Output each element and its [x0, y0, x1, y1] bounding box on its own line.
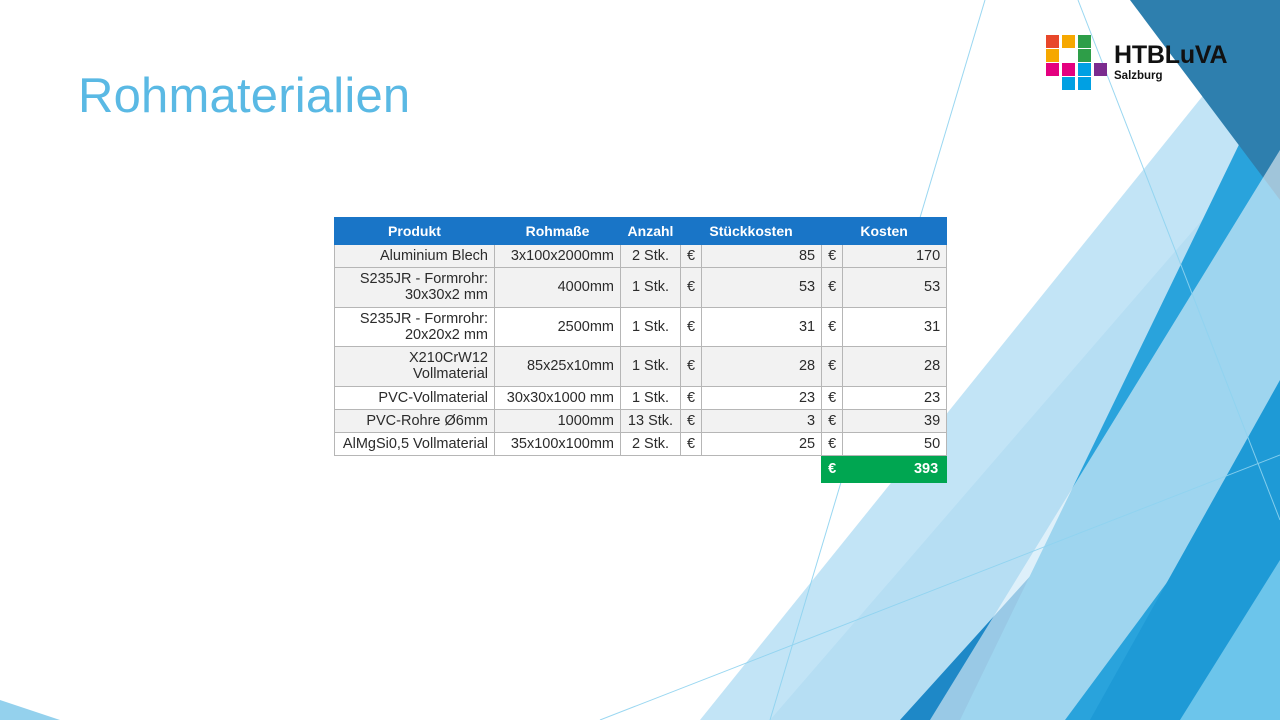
cell-stueckkosten-currency: €	[681, 347, 702, 386]
cell-anzahl: 1 Stk.	[621, 268, 681, 307]
cell-kosten-currency: €	[822, 409, 843, 432]
cell-stueckkosten: 3	[702, 409, 822, 432]
column-header-produkt: Produkt	[335, 218, 495, 245]
cell-produkt: PVC-Rohre Ø6mm	[335, 409, 495, 432]
page-title: Rohmaterialien	[78, 69, 411, 123]
cell-anzahl: 2 Stk.	[621, 245, 681, 268]
cell-stueckkosten: 31	[702, 307, 822, 346]
cell-rohmasse: 4000mm	[495, 268, 621, 307]
cell-produkt: X210CrW12 Vollmaterial	[335, 347, 495, 386]
table-row	[335, 347, 947, 386]
cell-stueckkosten-currency: €	[681, 307, 702, 346]
cell-rohmasse: 30x30x1000 mm	[495, 386, 621, 409]
column-header-stueckkosten: Stückkosten	[681, 218, 822, 245]
logo-square	[1046, 63, 1059, 76]
cell-kosten-currency: €	[822, 307, 843, 346]
table-row	[335, 307, 947, 346]
table-row	[335, 245, 947, 268]
cell-stueckkosten: 25	[702, 433, 822, 456]
logo-title: HTBLuVA	[1114, 41, 1228, 70]
cell-anzahl: 1 Stk.	[621, 307, 681, 346]
cell-rohmasse: 35x100x100mm	[495, 433, 621, 456]
logo-square	[1062, 35, 1075, 48]
table-container	[334, 217, 947, 483]
logo-square	[1046, 35, 1059, 48]
cell-kosten: 23	[843, 386, 947, 409]
cell-stueckkosten: 53	[702, 268, 822, 307]
logo-square	[1062, 63, 1075, 76]
total-row	[335, 456, 947, 483]
logo-squares-icon	[1046, 35, 1108, 91]
logo-square	[1078, 49, 1091, 62]
table-body	[335, 245, 947, 456]
cell-stueckkosten-currency: €	[681, 386, 702, 409]
logo-text	[1114, 43, 1227, 83]
cell-stueckkosten: 28	[702, 347, 822, 386]
cell-stueckkosten-currency: €	[681, 433, 702, 456]
logo-square	[1094, 63, 1107, 76]
cell-kosten: 31	[843, 307, 947, 346]
logo-subtitle: Salzburg	[1114, 70, 1163, 83]
logo-square	[1078, 77, 1091, 90]
cell-anzahl: 1 Stk.	[621, 386, 681, 409]
cell-anzahl: 13 Stk.	[621, 409, 681, 432]
column-header-rohmasse: Rohmaße	[495, 218, 621, 245]
cell-kosten-currency: €	[822, 347, 843, 386]
cell-produkt: S235JR - Formrohr: 30x30x2 mm	[335, 268, 495, 307]
table-row	[335, 409, 947, 432]
cell-stueckkosten: 23	[702, 386, 822, 409]
total-value: 393	[843, 456, 947, 483]
htbluva-logo	[1046, 28, 1246, 98]
table-header-row	[335, 218, 947, 245]
cell-stueckkosten: 85	[702, 245, 822, 268]
cell-kosten: 39	[843, 409, 947, 432]
cell-rohmasse: 85x25x10mm	[495, 347, 621, 386]
logo-square	[1078, 63, 1091, 76]
cell-kosten: 28	[843, 347, 947, 386]
rohmaterialien-table	[334, 217, 947, 483]
cell-kosten: 170	[843, 245, 947, 268]
cell-produkt: PVC-Vollmaterial	[335, 386, 495, 409]
logo-square	[1078, 35, 1091, 48]
logo-square	[1046, 49, 1059, 62]
table-row	[335, 268, 947, 307]
cell-kosten: 53	[843, 268, 947, 307]
cell-stueckkosten-currency: €	[681, 409, 702, 432]
total-currency: €	[822, 456, 843, 483]
column-header-anzahl: Anzahl	[621, 218, 681, 245]
cell-anzahl: 2 Stk.	[621, 433, 681, 456]
logo-square	[1062, 77, 1075, 90]
cell-produkt: S235JR - Formrohr: 20x20x2 mm	[335, 307, 495, 346]
cell-stueckkosten-currency: €	[681, 268, 702, 307]
cell-kosten: 50	[843, 433, 947, 456]
cell-stueckkosten-currency: €	[681, 245, 702, 268]
total-spacer	[335, 456, 822, 483]
table-row	[335, 386, 947, 409]
cell-rohmasse: 3x100x2000mm	[495, 245, 621, 268]
cell-anzahl: 1 Stk.	[621, 347, 681, 386]
cell-kosten-currency: €	[822, 268, 843, 307]
cell-rohmasse: 2500mm	[495, 307, 621, 346]
cell-produkt: AlMgSi0,5 Vollmaterial	[335, 433, 495, 456]
cell-kosten-currency: €	[822, 386, 843, 409]
cell-produkt: Aluminium Blech	[335, 245, 495, 268]
cell-rohmasse: 1000mm	[495, 409, 621, 432]
table-row	[335, 433, 947, 456]
cell-kosten-currency: €	[822, 433, 843, 456]
table-footer	[335, 456, 947, 483]
table-header	[335, 218, 947, 245]
cell-kosten-currency: €	[822, 245, 843, 268]
column-header-kosten: Kosten	[822, 218, 947, 245]
